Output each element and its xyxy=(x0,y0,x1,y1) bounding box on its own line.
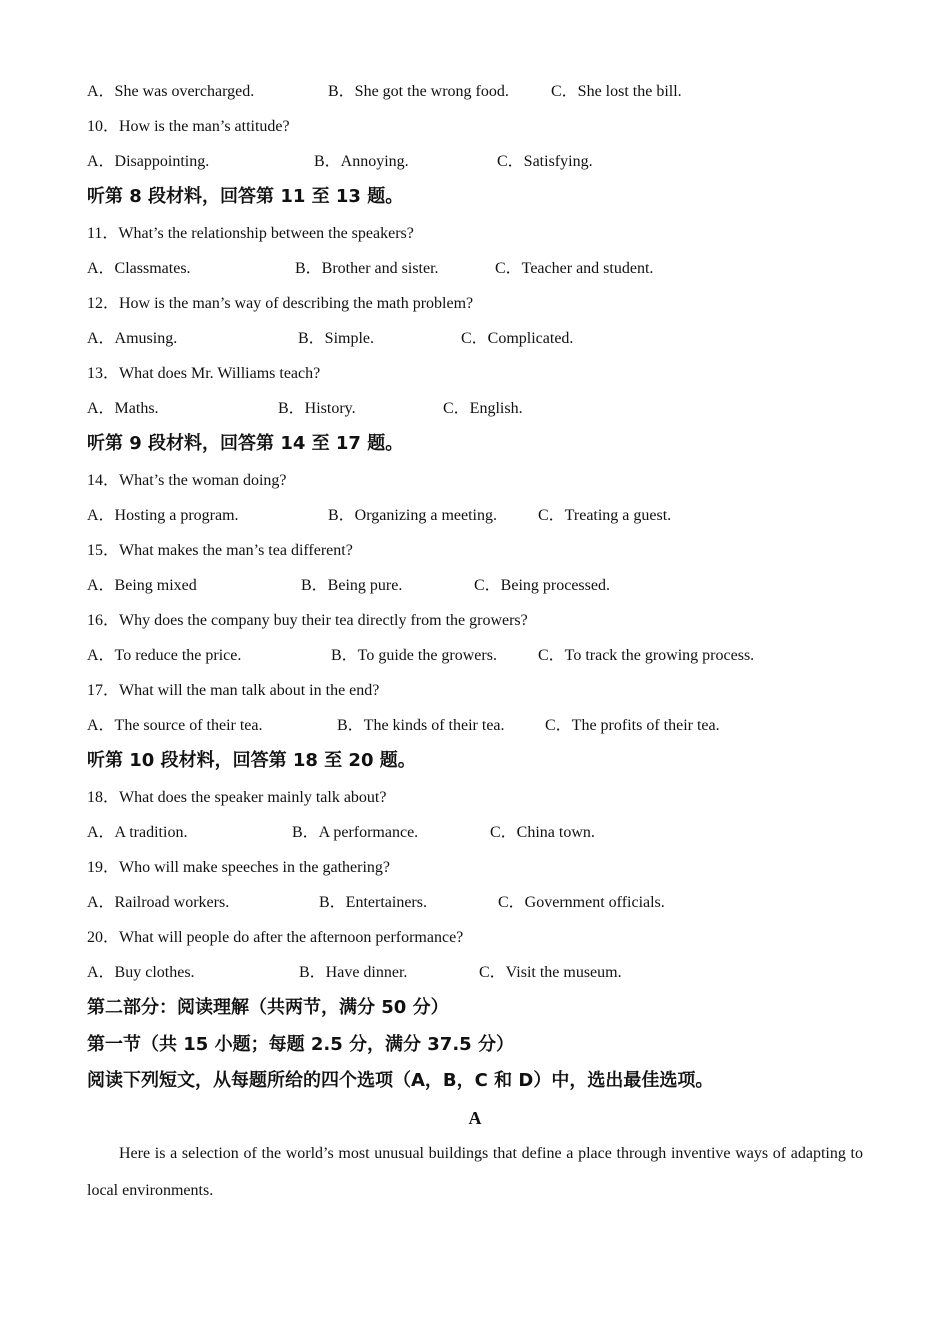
q13-option-a: A．Maths. xyxy=(87,400,159,417)
q18-option-b: B．A performance. xyxy=(292,824,419,841)
section-8-heading: 听第 8 段材料，回答第 11 至 13 题。 xyxy=(87,186,404,207)
q9-option-c: C．She lost the bill. xyxy=(551,83,682,100)
q10-option-a: A．Disappointing. xyxy=(87,153,210,170)
q11-option-a: A．Classmates. xyxy=(87,260,191,277)
q9-option-a: A．She was overcharged. xyxy=(87,83,255,100)
q14-option-b: B．Organizing a meeting. xyxy=(328,507,498,524)
q20-option-c: C．Visit the museum. xyxy=(479,964,622,981)
q14-option-c: C．Treating a guest. xyxy=(538,507,672,524)
q13-question: 13．What does Mr. Williams teach? xyxy=(87,365,321,382)
q13-option-b: B．History. xyxy=(278,400,356,417)
q11-option-c: C．Teacher and student. xyxy=(495,260,654,277)
q13-option-c: C．English. xyxy=(443,400,523,417)
q18-option-c: C．China town. xyxy=(490,824,595,841)
q12-option-c: C．Complicated. xyxy=(461,330,574,347)
part-2-instruction: 阅读下列短文，从每题所给的四个选项（A，B，C 和 D）中，选出最佳选项。 xyxy=(87,1070,714,1091)
q11-option-b: B．Brother and sister. xyxy=(295,260,439,277)
part-2-title: 第二部分：阅读理解（共两节，满分 50 分） xyxy=(87,997,449,1018)
q12-option-b: B．Simple. xyxy=(298,330,375,347)
section-10-heading: 听第 10 段材料，回答第 18 至 20 题。 xyxy=(87,750,416,771)
q16-question: 16．Why does the company buy their tea directly from the growers? xyxy=(87,612,528,629)
q15-option-b: B．Being pure. xyxy=(301,577,403,594)
q10-option-b: B．Annoying. xyxy=(314,153,409,170)
q16-option-c: C．To track the growing process. xyxy=(538,647,755,664)
q19-question: 19．Who will make speeches in the gathering? xyxy=(87,859,391,876)
q17-option-b: B．The kinds of their tea. xyxy=(337,717,505,734)
q18-question: 18．What does the speaker mainly talk about? xyxy=(87,789,387,806)
q14-option-a: A．Hosting a program. xyxy=(87,507,239,524)
q16-option-a: A．To reduce the price. xyxy=(87,647,242,664)
q11-question: 11．What’s the relationship between the speakers? xyxy=(87,225,414,242)
q20-option-b: B．Have dinner. xyxy=(299,964,408,981)
q10-option-c: C．Satisfying. xyxy=(497,153,593,170)
q12-question: 12．How is the man’s way of describing the math problem? xyxy=(87,295,474,312)
part-2-section-1: 第一节（共 15 小题；每题 2.5 分，满分 37.5 分） xyxy=(87,1034,514,1055)
q12-option-a: A．Amusing. xyxy=(87,330,178,347)
q16-option-b: B．To guide the growers. xyxy=(331,647,497,664)
q17-question: 17．What will the man talk about in the end? xyxy=(87,682,380,699)
q14-question: 14．What’s the woman doing? xyxy=(87,472,287,489)
q15-option-a: A．Being mixed xyxy=(87,577,197,594)
q18-option-a: A．A tradition. xyxy=(87,824,188,841)
passage-paragraph: Here is a selection of the world’s most unusual buildings that define a place through inventive ways of adapting to local environments. xyxy=(87,1145,863,1199)
q17-option-c: C．The profits of their tea. xyxy=(545,717,720,734)
q19-option-c: C．Government officials. xyxy=(498,894,665,911)
passage-label: A xyxy=(468,1108,482,1128)
q15-option-c: C．Being processed. xyxy=(474,577,610,594)
q15-question: 15．What makes the man’s tea different? xyxy=(87,542,353,559)
q20-option-a: A．Buy clothes. xyxy=(87,964,195,981)
q19-option-a: A．Railroad workers. xyxy=(87,894,230,911)
q17-option-a: A．The source of their tea. xyxy=(87,717,263,734)
q9-option-b: B．She got the wrong food. xyxy=(328,83,509,100)
q20-question: 20．What will people do after the afternoon performance? xyxy=(87,929,464,946)
q19-option-b: B．Entertainers. xyxy=(319,894,427,911)
q10-question: 10．How is the man’s attitude? xyxy=(87,118,290,135)
section-9-heading: 听第 9 段材料，回答第 14 至 17 题。 xyxy=(87,433,404,454)
